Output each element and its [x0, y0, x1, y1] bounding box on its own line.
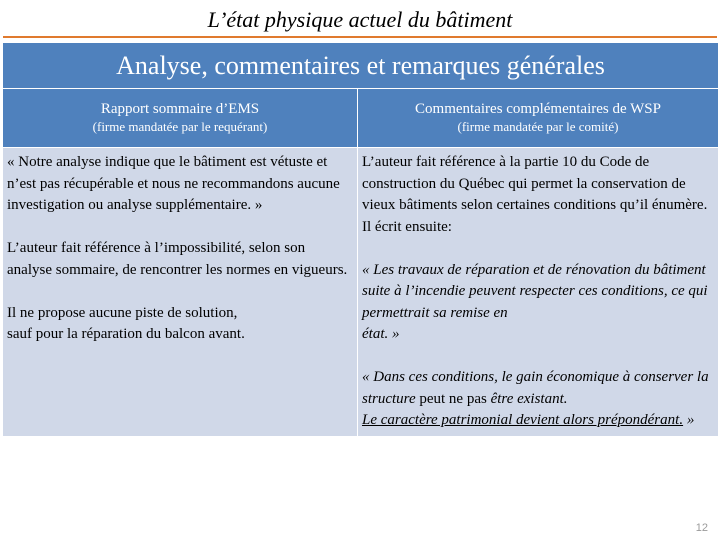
wsp-code-reference: L’auteur fait référence à la partie 10 du Code de construction du Québec qui permet la conservation de vieux bâtiments selon certaines conditions qu’il énumère. Il écrit ensuite:: [362, 154, 708, 235]
analysis-table: [2, 42, 719, 437]
slide-title: L’état physique actuel du bâtiment: [207, 7, 513, 32]
title-divider: [3, 36, 717, 38]
right-column-body: [358, 148, 719, 437]
right-column-heading: [358, 89, 719, 148]
page-number: 12: [695, 522, 708, 534]
ems-comment-standards: L’auteur fait référence à l’impossibilité, selon son analyse sommaire, de rencontrer les normes en vigueurs.: [7, 240, 348, 278]
left-column-heading: [3, 89, 358, 148]
wsp-quote-repairs: « Les travaux de réparation et de rénovation du bâtiment suite à l’incendie peuvent respecter ces conditions, ce qui permettrait sa remise en état. »: [362, 261, 708, 342]
ems-quote: « Notre analyse indique que le bâtiment est vétuste et n’est pas récupérable et nous ne recommandons aucune investigation ou analyse supplémentaire. »: [7, 154, 340, 213]
ems-report-title: Rapport sommaire d’EMS: [100, 101, 260, 117]
ems-report-subtitle: (firme mandatée par le requérant): [92, 119, 268, 134]
wsp-heritage-conclusion: Le caractère patrimonial devient alors prépondérant. »: [362, 412, 695, 428]
wsp-comments-subtitle: (firme mandatée par le comité): [457, 119, 619, 134]
wsp-comments-title: Commentaires complémentaires de WSP: [415, 101, 661, 117]
left-column-body: [3, 148, 358, 437]
wsp-quote-economic: « Dans ces conditions, le gain économique à conserver la structure peut ne pas être existant.: [362, 369, 709, 407]
ems-comment-solution: Il ne propose aucune piste de solution, sauf pour la réparation du balcon avant.: [7, 304, 245, 342]
emphasis-text: peut ne pas: [419, 390, 487, 407]
table-header: Analyse, commentaires et remarques générales: [3, 43, 719, 89]
